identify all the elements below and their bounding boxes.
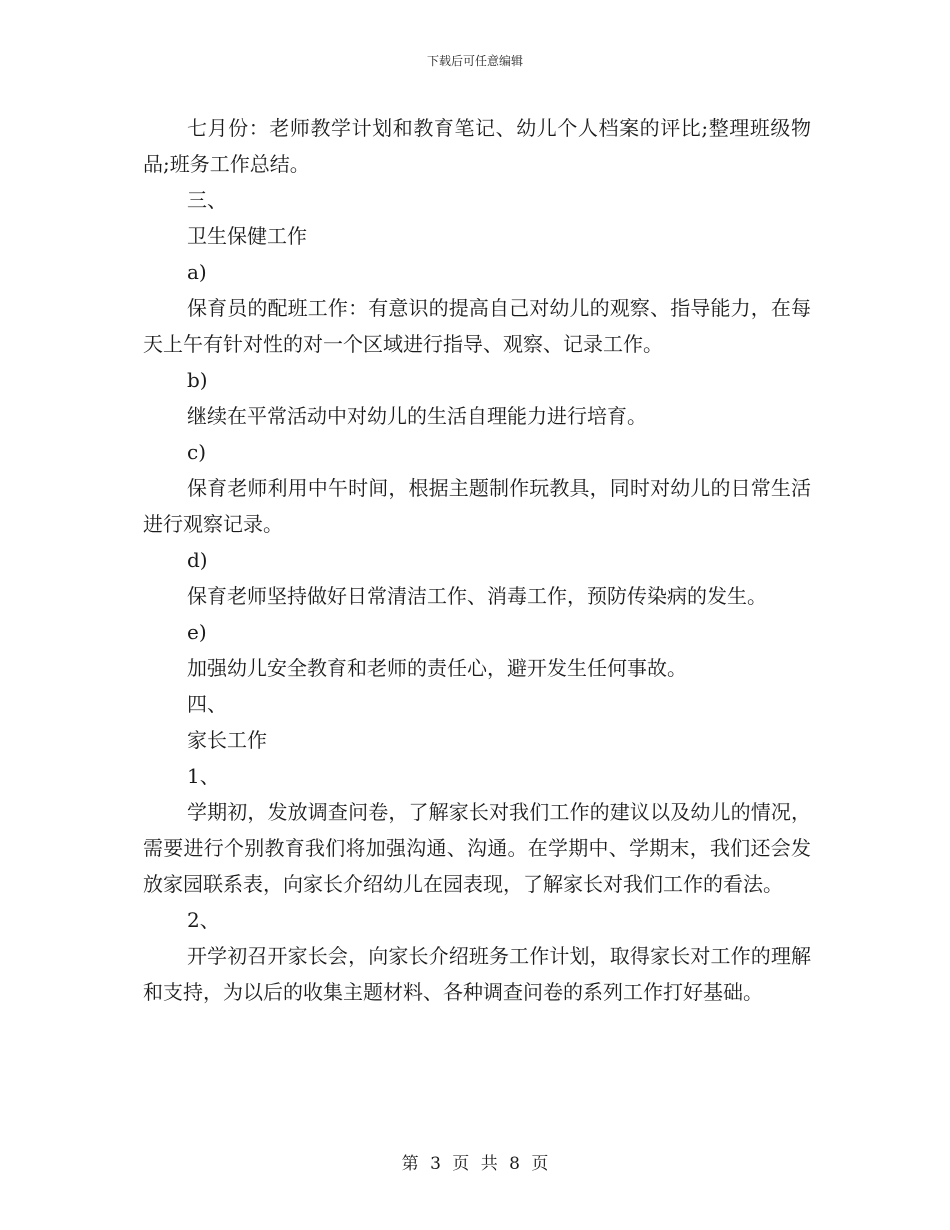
- document-body: [143, 110, 811, 1010]
- section-number: 三、: [187, 188, 227, 212]
- paragraph: 七月份：老师教学计划和教育笔记、幼儿个人档案的评比;整理班级物品;班务工作总结。: [143, 116, 811, 176]
- paragraph: 保育老师坚持做好日常清洁工作、消毒工作，预防传染病的发生。: [187, 584, 767, 608]
- item-label: 2、: [187, 908, 220, 932]
- page-header-note: 下载后可任意编辑: [426, 54, 523, 68]
- paragraph: 继续在平常活动中对幼儿的生活自理能力进行培育。: [187, 404, 647, 428]
- paragraph: 保育员的配班工作：有意识的提高自己对幼儿的观察、指导能力，在每天上午有针对性的对一个区域进行指导、观察、记录工作。: [143, 296, 811, 356]
- paragraph: 保育老师利用中午时间，根据主题制作玩教具，同时对幼儿的日常生活进行观察记录。: [143, 476, 811, 536]
- item-label: 1、: [187, 764, 220, 788]
- paragraph: 学期初，发放调查问卷，了解家长对我们工作的建议以及幼儿的情况，需要进行个别教育我们将加强沟通、沟通。在学期中、学期末，我们还会发放家园联系表，向家长介绍幼儿在园表现，了解家长对我们工作的看法。: [143, 800, 811, 896]
- paragraph: 加强幼儿安全教育和老师的责任心，避开发生任何事故。: [187, 656, 687, 680]
- section-heading: 家长工作: [187, 728, 267, 752]
- paragraph: 开学初召开家长会，向家长介绍班务工作计划，取得家长对工作的理解和支持，为以后的收集主题材料、各种调查问卷的系列工作打好基础。: [143, 944, 811, 1004]
- item-label: b): [187, 368, 208, 392]
- section-heading: 卫生保健工作: [187, 224, 307, 248]
- item-label: c): [187, 440, 207, 464]
- section-number: 四、: [187, 692, 227, 716]
- item-label: d): [187, 548, 208, 572]
- item-label: e): [187, 620, 207, 644]
- page-number-footer: 第 3 页 共 8 页: [401, 1154, 549, 1174]
- item-label: a): [187, 260, 207, 284]
